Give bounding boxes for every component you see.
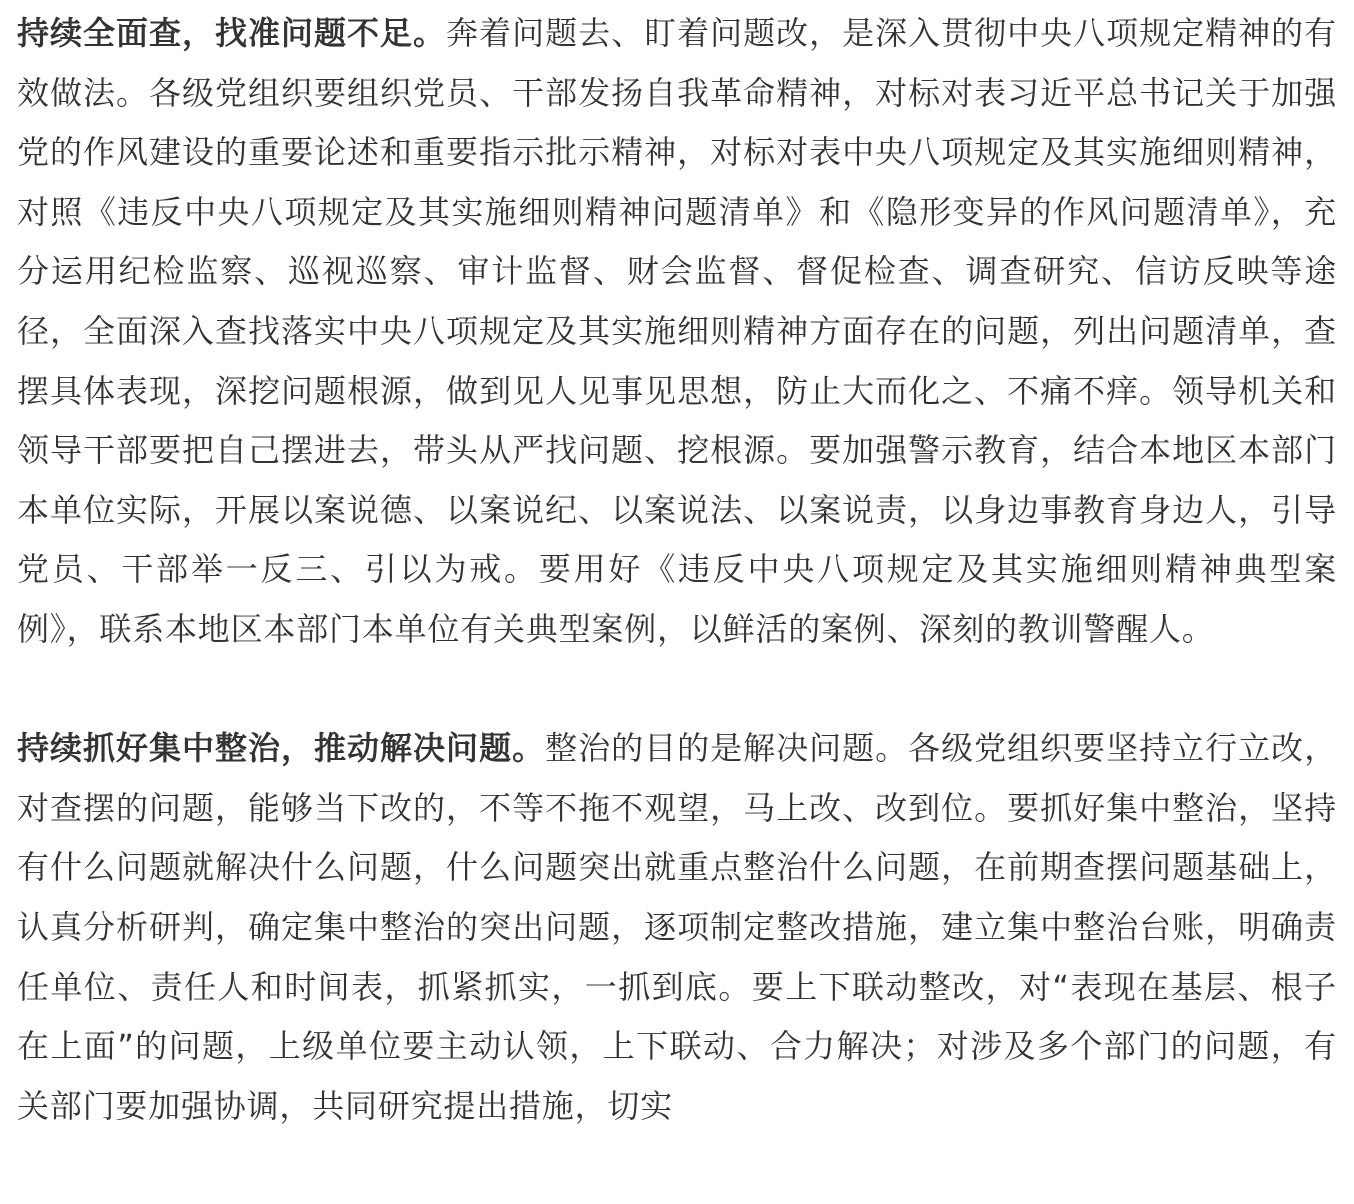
paragraph-body-text: 整治的目的是解决问题。各级党组织要坚持立行立改，对查摆的问题，能够当下改的，不等不拖不观望，马上改、改到位。要抓好集中整治，坚持有什么问题就解决什么问题，什么问题突出就重点整治什么问题，在前期查摆问题基础上，认真分析研判，确定集中整治的突出问题，逐项制定整改措施，建立集中整治台账，明确责任单位、责任人和时间表，抓紧抓实，一抓到底。要上下联动整改，对“表现在基层、根子在上面”的问题，上级单位要主动认领，上下联动、合力解决；对涉及多个部门的问题，有关部门要加强协调，共同研究提出措施，切实 <box>17 729 1337 1125</box>
paragraph-lead-heading: 持续全面查，找准问题不足。 <box>17 14 447 52</box>
paragraph-find-problems <box>17 4 1337 660</box>
paragraph-body-text: 奔着问题去、盯着问题改，是深入贯彻中央八项规定精神的有效做法。各级党组织要组织党员、干部发扬自我革命精神，对标对表习近平总书记关于加强党的作风建设的重要论述和重要指示批示精神，对标对表中央八项规定及其实施细则精神，对照《违反中央八项规定及其实施细则精神问题清单》和《隐形变异的作风问题清单》，充分运用纪检监察、巡视巡察、审计监督、财会监督、督促检查、调查研究、信访反映等途径，全面深入查找落实中央八项规定及其实施细则精神方面存在的问题，列出问题清单，查摆具体表现，深挖问题根源，做到见人见事见思想，防止大而化之、不痛不痒。领导机关和领导干部要把自己摆进去，带头从严找问题、挖根源。要加强警示教育，结合本地区本部门本单位实际，开展以案说德、以案说纪、以案说法、以案说责，以身边事教育身边人，引导党员、干部举一反三、引以为戒。要用好《违反中央八项规定及其实施细则精神典型案例》，联系本地区本部门本单位有关典型案例，以鲜活的案例、深刻的教训警醒人。 <box>17 14 1337 648</box>
paragraph-lead-heading: 持续抓好集中整治，推动解决问题。 <box>17 729 546 768</box>
paragraph-centralized-rectification <box>17 719 1337 1136</box>
article-body <box>17 4 1337 1136</box>
